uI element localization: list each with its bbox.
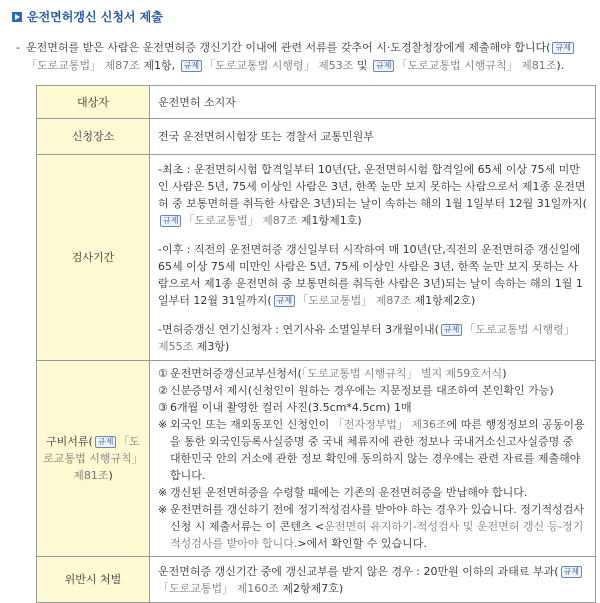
- row-header: 위반시 처벌: [37, 557, 150, 603]
- row-value: 전국 운전면허시험장 또는 경찰서 교통민원부: [150, 119, 596, 155]
- law-link[interactable]: 「도로교통법」 제87조: [26, 59, 140, 72]
- law-link[interactable]: 「도로교통법 시행규칙」 제81조: [396, 59, 557, 72]
- row-header: 검사기간: [37, 155, 150, 361]
- row-value: 운전면허 소지자: [150, 86, 596, 119]
- table-row: [37, 155, 596, 361]
- law-link[interactable]: 「도로교통법」 제87조: [183, 213, 298, 227]
- doc-item: ③ 6개월 이내 촬영한 컬러 사진(3.5cm*4.5cm) 1매: [158, 401, 412, 414]
- regulation-badge[interactable]: 규제: [441, 324, 462, 336]
- section-title: 운전면허갱신 신청서 제출: [12, 8, 590, 25]
- period-postponed: -면허증갱신 연기신청자 : 연기사유 소멸일부터 3개월이내( 규제 「도로교통법 시행령」 제55조 제3항): [158, 322, 575, 353]
- info-table: [36, 85, 596, 603]
- regulation-badge[interactable]: 규제: [561, 566, 582, 578]
- section-marker-icon: [12, 12, 22, 22]
- row-header: 신청장소: [37, 119, 150, 155]
- table-row: [37, 119, 596, 155]
- regulation-badge[interactable]: 규제: [274, 295, 295, 307]
- table-row: [37, 86, 596, 119]
- form-link[interactable]: 「도로교통법 시행규칙」 별지 제59호서식: [301, 367, 503, 380]
- doc-item: ① 운전면허증갱신교부신청서(「도로교통법 시행규칙」 별지 제59호서식): [158, 367, 507, 380]
- doc-note: ※ 갱신된 운전면허증을 수령할 때에는 기존의 운전면허증을 반납해야 합니다.: [158, 486, 528, 499]
- table-row: [37, 361, 596, 557]
- law-link[interactable]: 「도로교통법」 제87조: [297, 293, 412, 307]
- row-value: [150, 361, 596, 557]
- row-value: 운전면허증 갱신기간 중에 갱신교부를 받지 않은 경우 : 20만원 이하의 과태료 부과( 규제「도로교통법」 제160조 제2항제7호): [150, 557, 596, 603]
- law-link[interactable]: 「도로교통법 시행령」 제53조: [204, 59, 354, 72]
- regulation-badge[interactable]: 규제: [160, 215, 181, 227]
- regulation-badge[interactable]: 규제: [552, 42, 573, 54]
- law-link[interactable]: 「도로교통법」 제160조: [158, 581, 279, 595]
- law-link[interactable]: 「도로교통법 시행규칙」 제81조: [43, 435, 143, 482]
- regulation-badge[interactable]: 규제: [95, 436, 116, 448]
- doc-note: ※ 운전면허를 갱신하기 전에 정기적성검사를 받아야 하는 경우가 있습니다. 정기적성검사 신청 시 제출서류는 이 콘텐츠 <운전면허 유지하기-적성검사 및 운전면허 갱신 등-정기적성검사를 받아야 합니다.>에서 확인할 수 있습니다.: [158, 503, 585, 550]
- law-link[interactable]: 「도로교통법 시행령」 제55조: [158, 322, 575, 353]
- doc-note: ※ 외국인 또는 재외동포인 신청인이 「전자정부법」 제36조에 따른 행정정보의 공동이용을 통한 외국인등록사실증명 중 국내 체류지에 관한 정보나 국내거소신고사실증명 중 대한민국 안의 거소에 관한 정보 확인에 동의하지 않는 경우에는 관련 자료를 제출해야 합니다.: [158, 418, 585, 482]
- row-header: 대상자: [37, 86, 150, 119]
- doc-item: ② 신분증명서 제시(신청인이 원하는 경우에는 지문정보를 대조하여 본인확인 가능): [158, 384, 554, 397]
- period-renewal: -이후 : 직전의 운전면허증 갱신일부터 시작하여 매 10년(단,직전의 운전면허증 갱신일에 65세 이상 75세 미만인 사람은 5년, 75세 이상인 사람은 3년, 한쪽 눈만 보지 못하는 사람으로서 제1종 운전면허 중 보통면허를 취득한 사람은 3년)되는 날이 속하는 해의 1월 1일부터 12월 31일까지( 규제 「도로교통법」 제87조 제1항제2호): [158, 242, 583, 307]
- row-value: [150, 155, 596, 361]
- regulation-badge[interactable]: 규제: [181, 60, 202, 72]
- period-initial: -최초 : 운전면허시험 합격일부터 10년(단, 운전면허시험 합격일에 65세 이상 75세 미만인 사람은 5년, 75세 이상인 사람은 3년, 한쪽 눈만 보지 못하는 사람으로서 제1종 운전면허 중 보통면허를 취득한 사람은 3년)되는 날이 속하는 해의 1월 1일부터 12월 31일까지(규제 「도로교통법」 제87조 제1항제1호): [158, 162, 587, 227]
- intro-paragraph: - 운전면허를 받은 사람은 운전면허증 갱신기간 이내에 관련 서류를 갖추어 시·도경찰청장에게 제출해야 합니다( 규제「도로교통법」 제87조 제1항, 규제 「도로교통법 시행령」 제53조 및 규제 「도로교통법 시행규칙」 제81조).: [12, 39, 590, 75]
- regulation-badge[interactable]: 규제: [373, 60, 394, 72]
- content-link[interactable]: 운전면허 유지하기-적성검사 및 운전면허 갱신 등-정기적성검사를 받아야 합니다.: [170, 520, 584, 550]
- row-header: 구비서류( 규제 「도로교통법 시행규칙」 제81조): [37, 361, 150, 557]
- law-link[interactable]: 「전자정부법」 제36조: [332, 418, 447, 431]
